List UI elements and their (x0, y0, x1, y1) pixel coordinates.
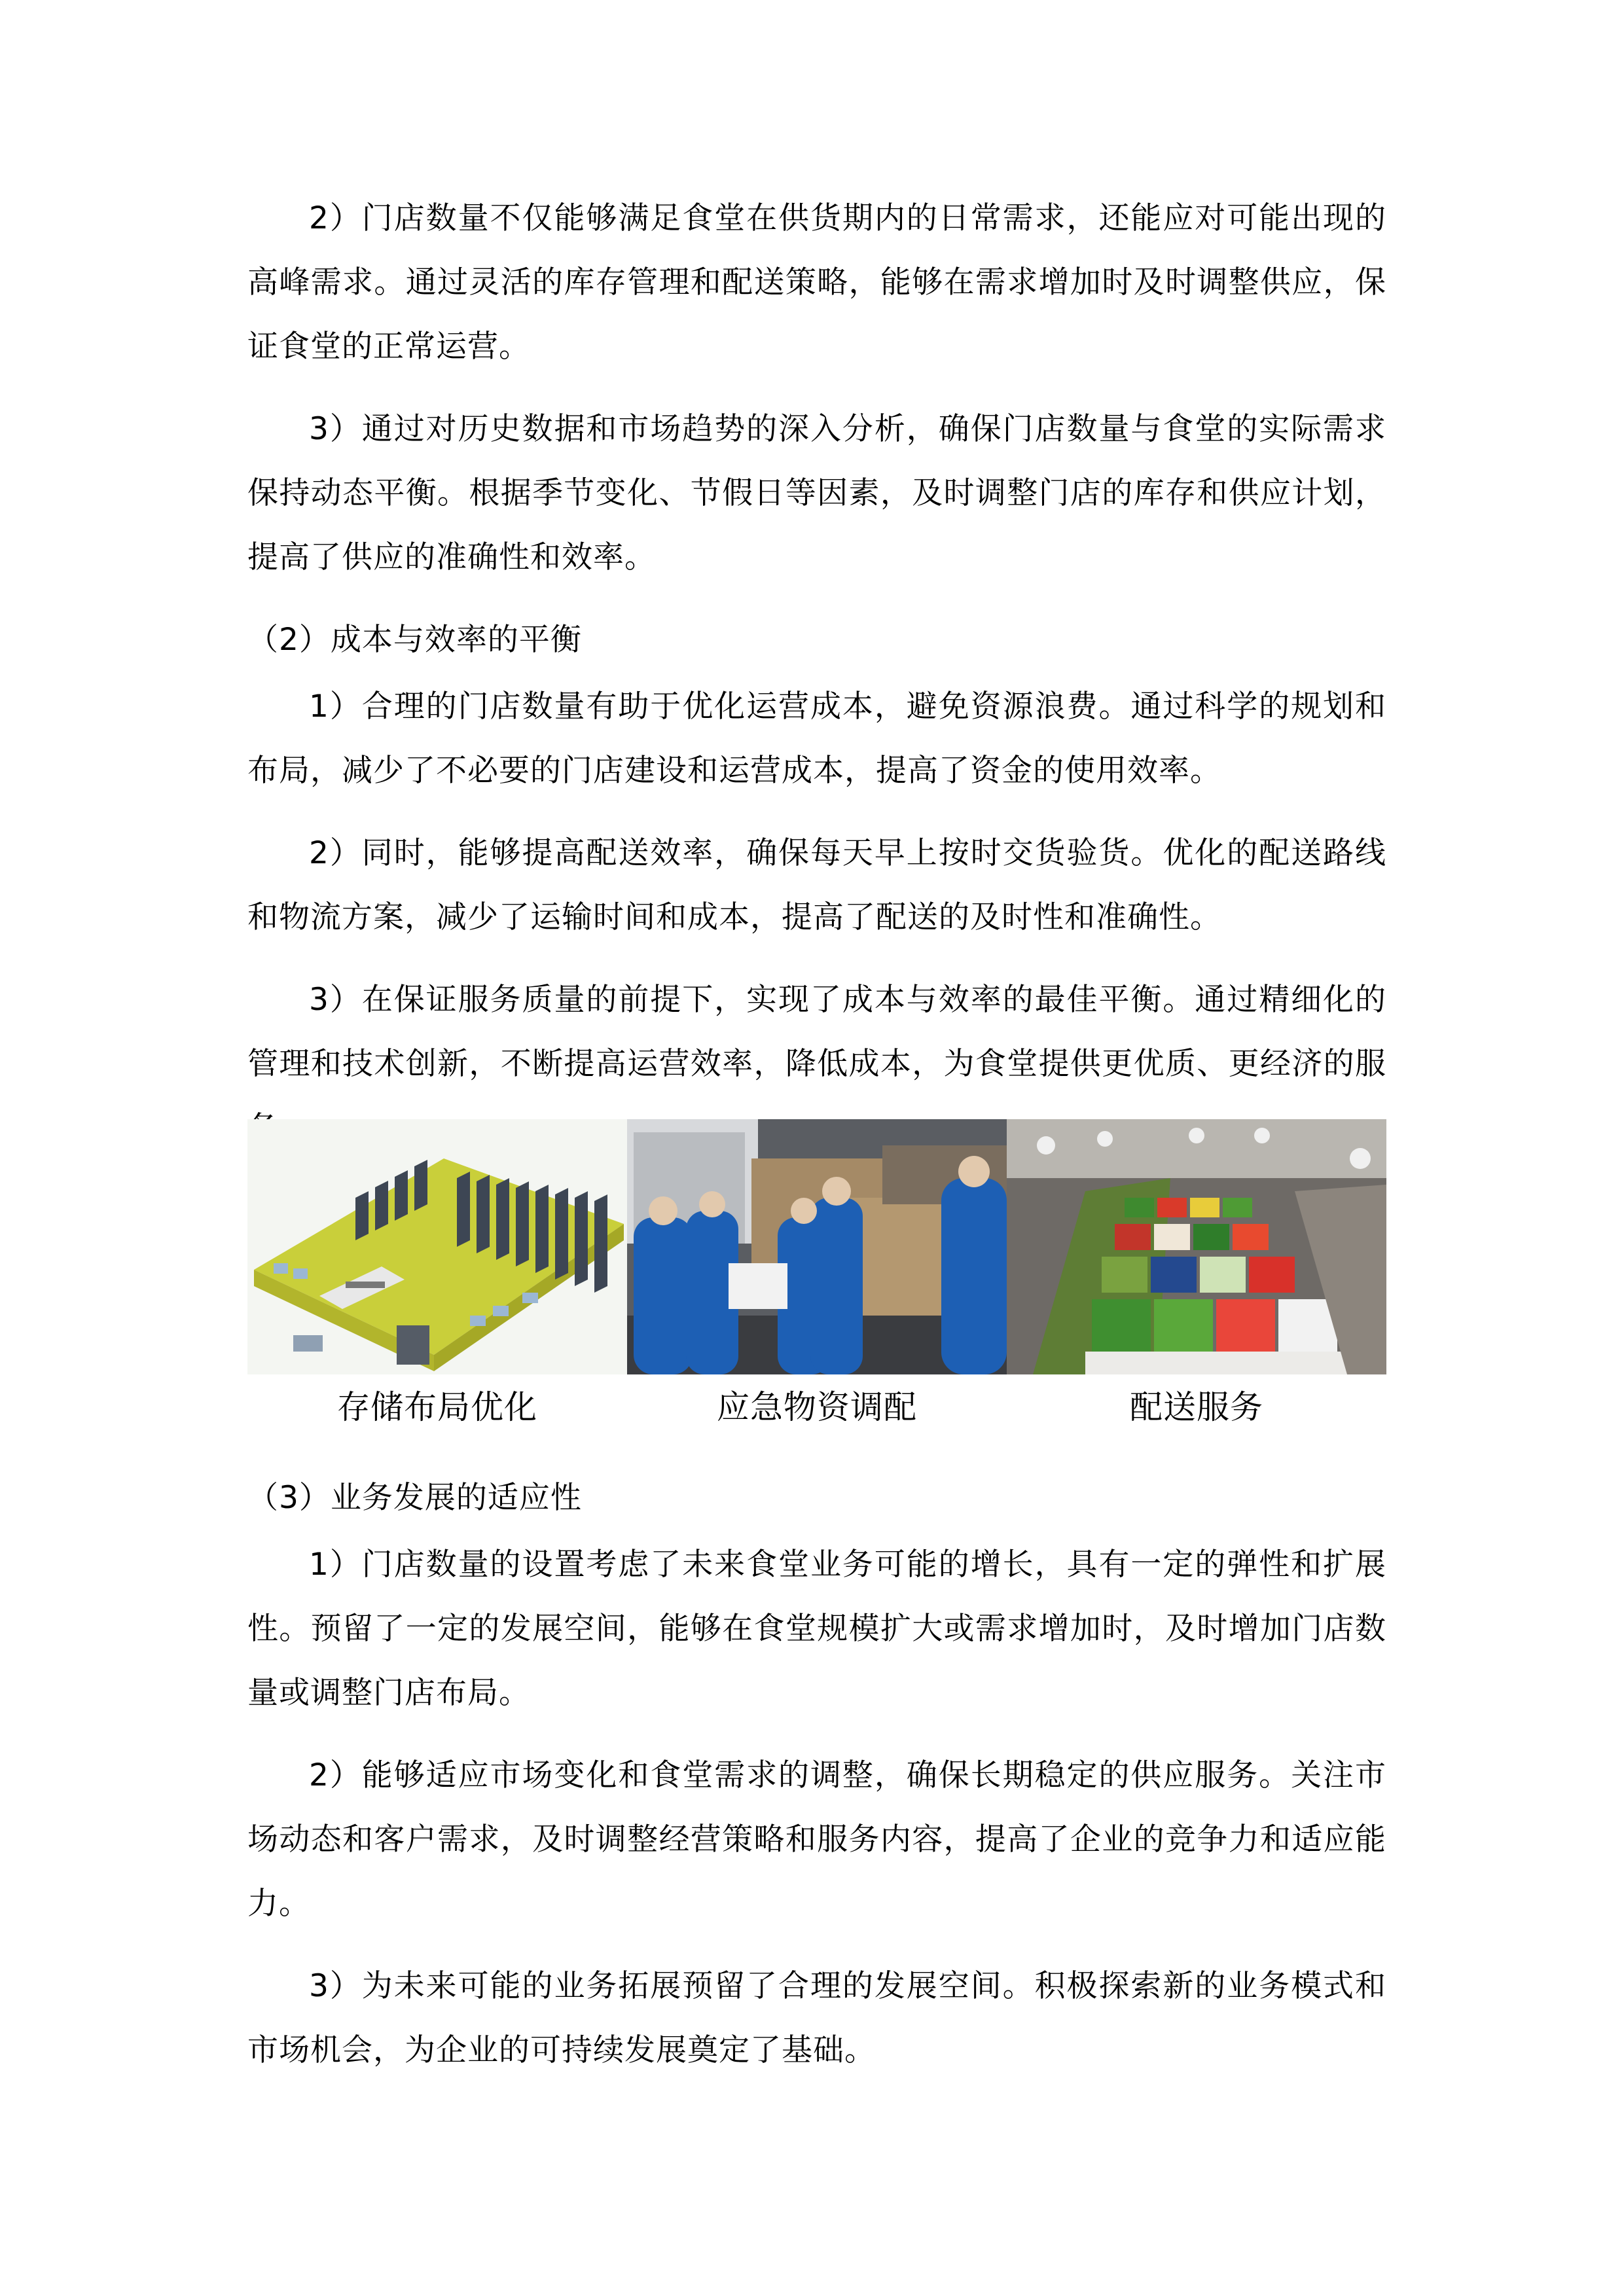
bottom-text-block (247, 1466, 1386, 2101)
figure-storage-layout (247, 1119, 627, 1440)
figure-caption: 应急物资调配 (717, 1388, 917, 1426)
paragraph: 3）在保证服务质量的前提下，实现了成本与效率的最佳平衡。通过精细化的管理和技术创新，不断提高运营效率，降低成本，为食堂提供更优质、更经济的服 (247, 982, 1386, 1082)
paragraph: 2）门店数量不仅能够满足食堂在供货期内的日常需求，还能应对可能出现的高峰需求。通过灵活的库存管理和配送策略，能够在需求增加时及时调整供应，保证食堂的正常运营。 (247, 200, 1386, 365)
paragraph: 2）同时，能够提高配送效率，确保每天早上按时交货验货。优化的配送路线和物流方案，减少了运输时间和成本，提高了配送的及时性和准确性。 (247, 835, 1386, 935)
paragraph: 3）通过对历史数据和市场趋势的深入分析，确保门店数量与食堂的实际需求保持动态平衡。根据季节变化、节假日等因素，及时调整门店的库存和供应计划，提高了供应的准确性和效率。 (247, 411, 1386, 575)
top-text-block (247, 187, 1386, 1179)
figure-row (247, 1119, 1386, 1440)
paragraph: 3）为未来可能的业务拓展预留了合理的发展空间。积极探索新的业务模式和市场机会，为企业的可持续发展奠定了基础。 (247, 1968, 1386, 2068)
figure-emergency-supplies (627, 1119, 1007, 1440)
emergency-supplies-photo (627, 1119, 1007, 1374)
paragraph: 1）门店数量的设置考虑了未来食堂业务可能的增长，具有一定的弹性和扩展性。预留了一定的发展空间，能够在食堂规模扩大或需求增加时，及时增加门店数量或调整门店布局。 (247, 1547, 1386, 1711)
vegetable-delivery-photo (1007, 1119, 1386, 1374)
paragraph: 2）能够适应市场变化和食堂需求的调整，确保长期稳定的供应服务。关注市场动态和客户需求，及时调整经营策略和服务内容，提高了企业的竞争力和适应能力。 (247, 1757, 1386, 1922)
figure-caption: 配送服务 (1130, 1388, 1263, 1426)
section-heading-business-adaptability: （3）业务发展的适应性 (247, 1480, 582, 1516)
section-heading-cost-efficiency: （2）成本与效率的平衡 (247, 622, 582, 658)
warehouse-layout-illustration (247, 1119, 627, 1374)
figure-caption: 存储布局优化 (337, 1388, 537, 1426)
paragraph: 1）合理的门店数量有助于优化运营成本，避免资源浪费。通过科学的规划和布局，减少了不必要的门店建设和运营成本，提高了资金的使用效率。 (247, 689, 1386, 789)
figure-delivery-service (1007, 1119, 1386, 1440)
